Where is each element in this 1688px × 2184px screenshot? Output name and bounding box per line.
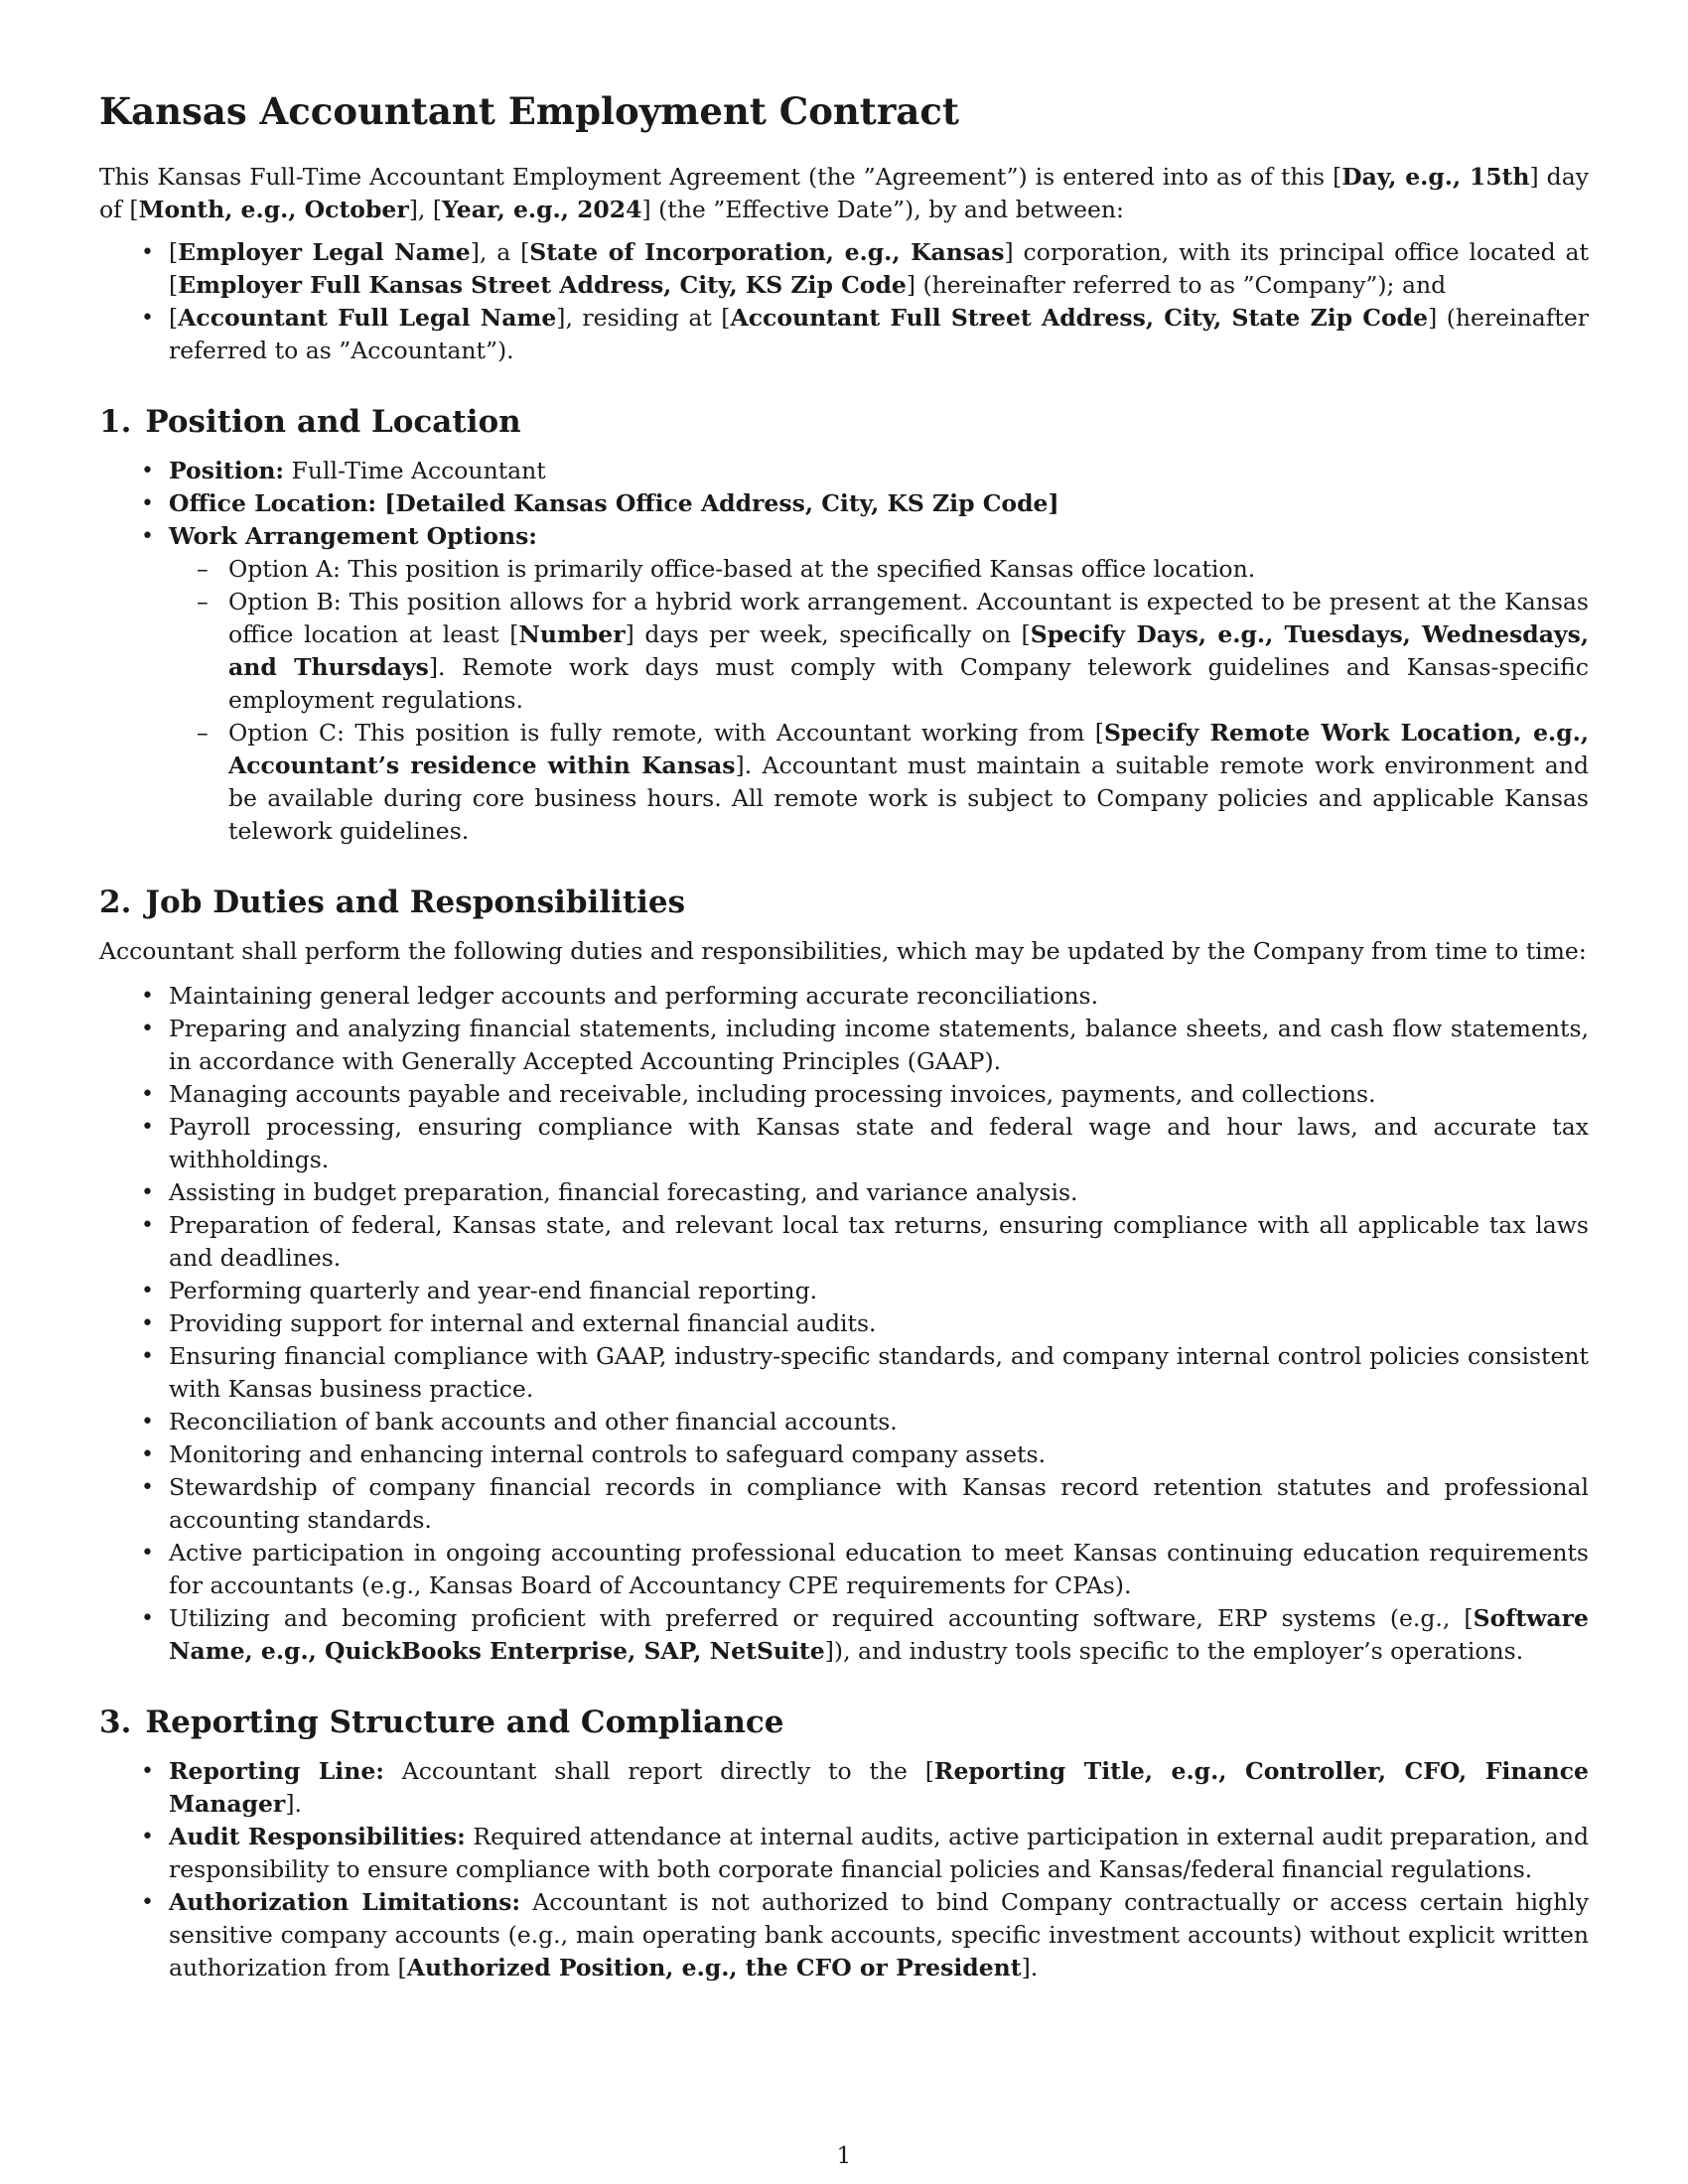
software-name-placeholder: Software Name, e.g., QuickBooks Enterprise, SAP, NetSuite [169,1604,1589,1665]
duty-item: • Assisting in budget preparation, financial forecasting, and variance analysis. [169,1176,1589,1209]
accountant-party-item [169,302,1589,367]
employer-state-placeholder: State of Incorporation, e.g., Kansas [529,238,1005,266]
audit-label: Audit Responsibilities: [169,1823,466,1850]
party-text: ], residing at [ [556,304,731,332]
duty-item: • Ensuring financial compliance with GAAP, industry-specific standards, and company internal control policies consistent with Kansas business practice. [169,1340,1589,1406]
duty-item: • Providing support for internal and external financial audits. [169,1307,1589,1340]
reporting-line-label: Reporting Line: [169,1757,384,1785]
section-number: 1. [99,404,132,440]
work-arrangement-item [169,520,1589,848]
duty-text: ]), and industry tools specific to the employer’s operations. [824,1637,1524,1665]
section-3-heading [99,1704,1589,1741]
office-location-label: Office Location: [Detailed Kansas Office Address, City, KS Zip Code] [169,489,1059,517]
authorization-limitations-item [169,1886,1589,1984]
duty-text: Utilizing and becoming proficient with preferred or required accounting software, ERP systems (e.g., [ [169,1604,1474,1632]
page-number: 1 [836,2141,852,2169]
employer-party-item [169,236,1589,302]
audit-responsibilities-item [169,1821,1589,1886]
duty-item: • Preparation of federal, Kansas state, and relevant local tax returns, ensuring compliance with all applicable tax laws and deadlines. [169,1209,1589,1275]
party-text: ] (hereinafter referred to as ”Accountant”). [169,304,1590,364]
duty-item: • Managing accounts payable and receivable, including processing invoices, payments, and collections. [169,1078,1589,1111]
duty-item: • Active participation in ongoing accounting professional education to meet Kansas continuing education requirements for accountants (e.g., Kansas Board of Accountancy CPE requirements for CPAs). [169,1537,1589,1602]
intro-text: ], [ [408,196,443,223]
option-c-item [228,717,1589,848]
section-number: 2. [99,885,132,920]
duties-list [99,980,1589,1668]
days-number-placeholder: Number [518,620,626,648]
accountant-address-placeholder: Accountant Full Street Address, City, State Zip Code [730,304,1429,332]
intro-text: ] day of [ [99,163,1590,223]
reporting-line-item [169,1755,1589,1821]
section-title: Position and Location [145,404,521,440]
reporting-list [99,1755,1589,1984]
duty-item: • Payroll processing, ensuring compliance with Kansas state and federal wage and hour laws, and accurate tax withholdings. [169,1111,1589,1176]
office-location-item [169,487,1589,520]
duty-item: • Stewardship of company financial records in compliance with Kansas record retention statutes and professional accounting standards. [169,1471,1589,1537]
specify-days-placeholder: Specify Days, e.g., Tuesdays, Wednesdays, and Thursdays [228,620,1589,681]
audit-text: Required attendance at internal audits, active participation in external audit preparation, and responsibility to ensure compliance with both corporate financial policies and Kansas/federal financial regulations. [169,1823,1589,1883]
duty-item: • Performing quarterly and year-end financial reporting. [169,1275,1589,1307]
option-text: ] days per week, specifically on [ [625,620,1031,648]
reporting-text: Accountant shall report directly to the [ [383,1757,934,1785]
party-text: ] corporation, with its principal office located at [ [169,238,1589,299]
option-text: Option C: This position is fully remote, with Accountant working from [ [228,719,1104,747]
software-duty-item [169,1602,1589,1668]
position-value: Full-Time Accountant [284,457,546,484]
duty-item: • Reconciliation of bank accounts and other financial accounts. [169,1406,1589,1438]
party-text: [ [169,304,179,332]
intro-text: ] (the ”Effective Date”), by and between: [641,196,1124,223]
section-2-heading [99,884,1589,921]
option-text: Option B: This position allows for a hybrid work arrangement. Accountant is expected to be present at the Kansas office location at least [ [228,588,1589,648]
intro-text: This Kansas Full-Time Accountant Employment Agreement (the ”Agreement”) is entered into as of this [ [99,163,1342,191]
duties-lead-paragraph: Accountant shall perform the following duties and responsibilities, which may be updated by the Company from time to time: [99,937,1587,965]
authorized-position-placeholder: Authorized Position, e.g., the CFO or President [406,1954,1022,1981]
position-list [99,455,1589,848]
intro-year-placeholder: Year, e.g., 2024 [442,196,642,223]
remote-location-placeholder: Specify Remote Work Location, e.g., Accountant’s residence within Kansas [228,719,1590,779]
reporting-title-placeholder: Reporting Title, e.g., Controller, CFO, Finance Manager [169,1757,1589,1818]
work-options-list [169,553,1589,848]
parties-list [99,236,1589,367]
party-text: ] (hereinafter referred to as ”Company”); and [906,271,1447,299]
party-text: [ [169,238,179,266]
option-text: ]. Accountant must maintain a suitable remote work environment and be available during core business hours. All remote work is subject to Company policies and applicable Kansas telework guidelines. [228,751,1589,845]
section-number: 3. [99,1705,132,1740]
option-b-item [228,586,1589,717]
authorization-text: Accountant is not authorized to bind Company contractually or access certain highly sensitive company accounts (e.g., main operating bank accounts, specific investment accounts) without explicit written authorization from [ [169,1888,1590,1981]
duty-item: • Monitoring and enhancing internal controls to safeguard company assets. [169,1438,1589,1471]
duty-item: • Preparing and analyzing financial statements, including income statements, balance sheets, and cash flow statements, in accordance with Generally Accepted Accounting Principles (GAAP). [169,1013,1589,1078]
option-text: ]. Remote work days must comply with Company telework guidelines and Kansas-specific employment regulations. [228,653,1589,714]
intro-paragraph [99,161,1589,226]
duty-item: • Maintaining general ledger accounts and performing accurate reconciliations. [169,980,1589,1013]
intro-day-placeholder: Day, e.g., 15th [1341,163,1530,191]
authorization-label: Authorization Limitations: [169,1888,521,1916]
work-arrangement-label: Work Arrangement Options: [169,522,537,550]
option-a-item: – Option A: This position is primarily office-based at the specified Kansas office location. [228,553,1589,586]
position-item [169,455,1589,487]
document-title: Kansas Accountant Employment Contract [99,89,959,133]
document-page [99,89,1589,1984]
intro-month-placeholder: Month, e.g., October [138,196,409,223]
section-title: Reporting Structure and Compliance [145,1705,784,1740]
party-text: ], a [ [470,238,530,266]
section-title: Job Duties and Responsibilities [145,885,686,920]
employer-address-placeholder: Employer Full Kansas Street Address, City, KS Zip Code [178,271,907,299]
position-label: Position: [169,457,285,484]
employer-name-placeholder: Employer Legal Name [178,238,471,266]
authorization-text: ]. [1021,1954,1039,1981]
reporting-text: ]. [285,1790,302,1818]
accountant-name-placeholder: Accountant Full Legal Name [178,304,557,332]
section-1-heading [99,403,1589,441]
